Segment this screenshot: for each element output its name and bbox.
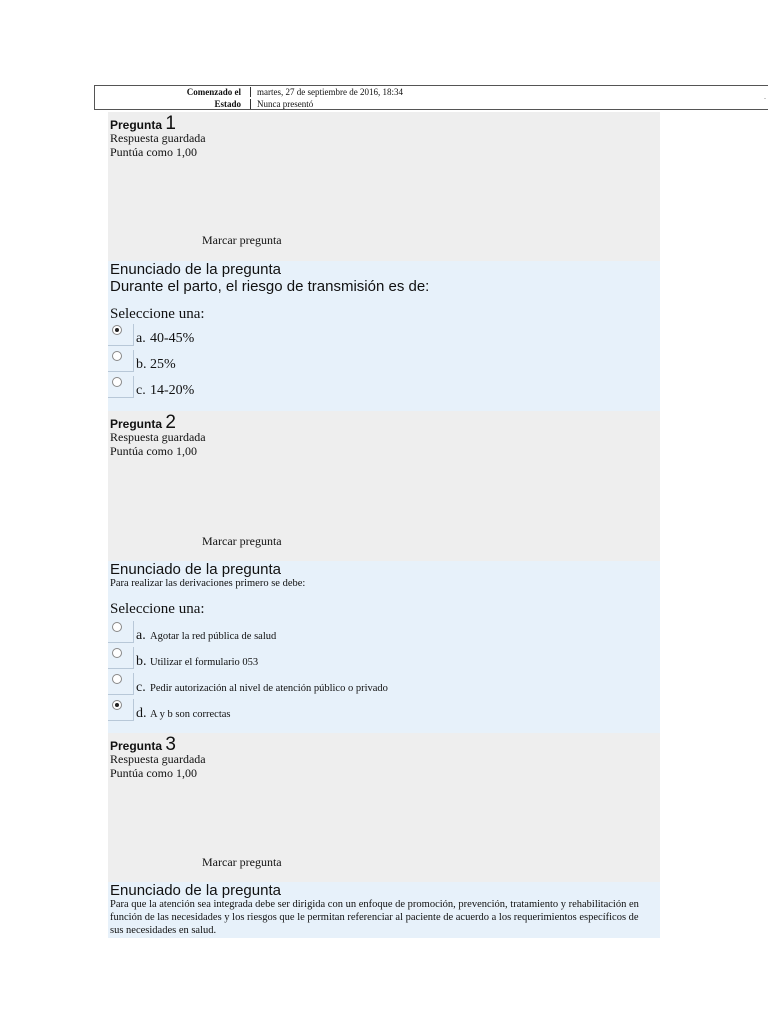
question-number: 3 bbox=[165, 734, 176, 755]
summary-divider bbox=[250, 99, 251, 109]
question-stem: Para que la atención sea integrada debe ser dirigida con un enfoque de promoción, prevención, tratamiento y rehabilitación en función de las necesidades y los riesgos que le permitan referenciar al paciente de acuerdo a los requerimientos específicos de sus necesidades en salud. bbox=[110, 899, 639, 936]
question-number: 1 bbox=[165, 113, 176, 134]
question-heading: Enunciado de la pregunta bbox=[110, 261, 281, 278]
option-letter: b. bbox=[136, 654, 147, 669]
flag-question-link[interactable]: Marcar pregunta bbox=[202, 534, 282, 548]
question-stem: Durante el parto, el riesgo de transmisión es de: bbox=[110, 278, 430, 295]
select-one-prompt: Seleccione una: bbox=[110, 306, 205, 322]
radio-button-checked[interactable] bbox=[112, 700, 122, 710]
option-text: A y b son correctas bbox=[150, 709, 231, 720]
question-grade: Puntúa como 1,00 bbox=[110, 766, 197, 780]
answer-option[interactable] bbox=[108, 621, 528, 645]
question-label: Pregunta bbox=[110, 739, 163, 753]
radio-button[interactable] bbox=[112, 648, 122, 658]
state-value: Nunca presentó bbox=[257, 99, 314, 109]
radio-button[interactable] bbox=[112, 377, 122, 387]
option-text: Utilizar el formulario 053 bbox=[150, 657, 259, 668]
option-box bbox=[108, 324, 134, 346]
option-box bbox=[108, 350, 134, 372]
question-3-info bbox=[108, 733, 660, 882]
answer-option[interactable] bbox=[108, 324, 308, 348]
question-state: Respuesta guardada bbox=[110, 131, 206, 145]
option-box bbox=[108, 673, 134, 695]
question-2-content bbox=[108, 561, 660, 733]
summary-divider bbox=[250, 87, 251, 97]
option-letter: a. bbox=[136, 331, 146, 346]
radio-button[interactable] bbox=[112, 622, 122, 632]
answer-option[interactable] bbox=[108, 350, 308, 374]
question-heading: Enunciado de la pregunta bbox=[110, 882, 281, 899]
question-1-content bbox=[108, 261, 660, 411]
option-letter: b. bbox=[136, 357, 147, 372]
option-text: 25% bbox=[150, 357, 176, 372]
radio-button[interactable] bbox=[112, 674, 122, 684]
option-text: Agotar la red pública de salud bbox=[150, 631, 277, 642]
question-2-info bbox=[108, 411, 660, 561]
state-label: Estado bbox=[214, 99, 241, 109]
answer-option[interactable] bbox=[108, 673, 528, 697]
flag-question-link[interactable]: Marcar pregunta bbox=[202, 855, 282, 869]
option-box bbox=[108, 699, 134, 721]
question-number: 2 bbox=[165, 412, 176, 433]
question-heading: Enunciado de la pregunta bbox=[110, 561, 281, 578]
option-box bbox=[108, 647, 134, 669]
option-letter: d. bbox=[136, 706, 147, 721]
question-3-content bbox=[108, 882, 660, 938]
started-label: Comenzado el bbox=[186, 87, 241, 97]
radio-button[interactable] bbox=[112, 351, 122, 361]
option-box bbox=[108, 376, 134, 398]
option-text: 14-20% bbox=[150, 383, 195, 398]
answer-option[interactable] bbox=[108, 699, 528, 723]
option-letter: c. bbox=[136, 383, 146, 398]
answer-option[interactable] bbox=[108, 376, 308, 400]
question-state: Respuesta guardada bbox=[110, 752, 206, 766]
started-value: martes, 27 de septiembre de 2016, 18:34 bbox=[257, 87, 403, 97]
option-text: 40-45% bbox=[150, 331, 195, 346]
question-label: Pregunta bbox=[110, 417, 163, 431]
question-state: Respuesta guardada bbox=[110, 430, 206, 444]
question-label: Pregunta bbox=[110, 118, 163, 132]
option-text: Pedir autorización al nivel de atención público o privado bbox=[150, 683, 388, 694]
select-one-prompt: Seleccione una: bbox=[110, 601, 205, 617]
attempt-summary-table bbox=[94, 85, 768, 110]
question-grade: Puntúa como 1,00 bbox=[110, 444, 197, 458]
answer-option[interactable] bbox=[108, 647, 528, 671]
question-stem: Para realizar las derivaciones primero se debe: bbox=[110, 578, 306, 589]
option-letter: c. bbox=[136, 680, 146, 695]
question-grade: Puntúa como 1,00 bbox=[110, 145, 197, 159]
radio-button-checked[interactable] bbox=[112, 325, 122, 335]
question-1-info bbox=[108, 112, 660, 261]
edge-mark: . bbox=[764, 92, 766, 101]
option-box bbox=[108, 621, 134, 643]
flag-question-link[interactable]: Marcar pregunta bbox=[202, 233, 282, 247]
option-letter: a. bbox=[136, 628, 146, 643]
